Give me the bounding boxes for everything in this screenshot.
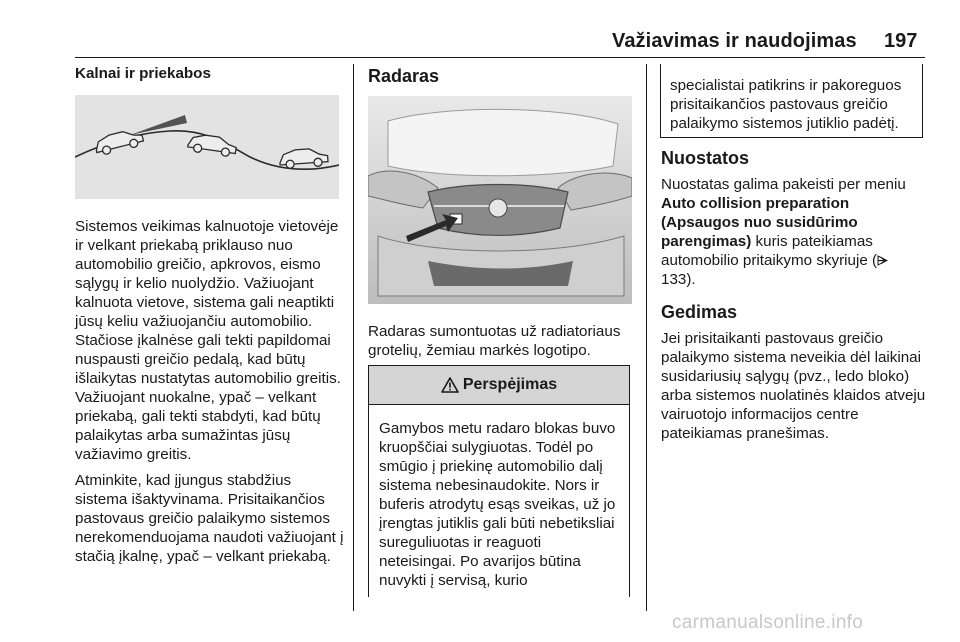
page-number: 197	[884, 30, 918, 52]
arrow-reference-icon	[877, 255, 888, 266]
settings-heading: Nuostatos	[661, 148, 750, 168]
warning-text: Gamybos metu radaro blokas buvo kruopščiai sulygiuotas. Todėl po smūgio į priekinę automobilio dalį sistema nebesinaudokite. Nors ir buferis atrodytų esąs sveikas, už jo įrengtas jutiklis gali būti nebetiksliai sureguliuotas ir reaguoti neteisingai. Po avarijos būtina nuvykti į servisą, kurio	[379, 420, 616, 589]
hills-trailers-heading: Kalnai ir priekabos	[75, 65, 211, 82]
page-header-title: Važiavimas ir naudojimas	[612, 30, 857, 52]
settings-text-start: Nuostatas galima pakeisti per meniu	[661, 176, 906, 193]
radar-illustration	[368, 96, 632, 304]
hills-cars-graphic	[75, 95, 339, 199]
column-divider-right	[646, 64, 647, 611]
warning-continuation-box: specialistai patikrins ir pakoreguos prisitaikančios pastovaus greičio palaikymo sistemos jutiklio padėtį.	[660, 64, 923, 138]
settings-page-ref: 133).	[661, 271, 696, 288]
warning-triangle-icon	[441, 377, 459, 393]
faults-paragraph: Jei prisitaikanti pastovaus greičio palaikymo sistema neveikia dėl laikinai susidariusių sąlygų (pvz., ledo bloko) arba sistemos nuolatinės klaidos atveju vairuotojo informacijos centre pateikiamas pranešimas.	[661, 330, 926, 442]
left-column-body	[75, 217, 345, 573]
hills-paragraph-2: Atminkite, kad įjungus stabdžius sistema išaktyvinama. Prisitaikančios pastovaus greičio palaikymo sistemos nerekomenduojama naudoti važiuojant į stačią įkalnę, ypač – velkant priekabą.	[75, 472, 344, 565]
radar-paragraph: Radaras sumontuotas už radiatoriaus grotelių, žemiau markės logotipo.	[368, 323, 621, 359]
warning-box	[368, 365, 630, 597]
radar-heading: Radaras	[368, 66, 440, 86]
hills-paragraph-1: Sistemos veikimas kalnuotoje vietovėje ir velkant priekabą priklauso nuo automobilio greičio, apkrovos, eismo sąlygų ir kelio nuolydžio. Važiuojant kalnuota vietove, sistema gali neaptikti jūsų keliu važiuojančiu automobilio. Stačiose įkalnėse gali tekti papildomai nuspausti greičio pedalą, kad būtų išlaikytas nustatytas automobilio greitis. Važiuojant nuokalne, ypač – velkant priekabą, gali tekti stabdyti, kad būtų palaikytas arba sumažintas jūsų važiavimo greitis.	[75, 218, 341, 463]
settings-menu-name: Auto collision preparation (Apsaugos nuo susidūrimo parengimas)	[661, 195, 858, 250]
header-rule	[75, 57, 925, 58]
faults-heading: Gedimas	[661, 302, 738, 322]
right-column	[661, 147, 926, 450]
column-divider-left	[353, 64, 354, 611]
settings-paragraph	[661, 175, 926, 289]
watermark: carmanualsonline.info	[672, 612, 864, 633]
middle-column-body	[368, 322, 636, 367]
settings-text-middle: kuris pateikiamas automobilio pritaikymo skyriuje (	[661, 233, 878, 269]
car-front-graphic	[368, 96, 632, 304]
hills-illustration	[75, 95, 339, 199]
warning-title: Perspėjimas	[462, 376, 558, 393]
left-column	[75, 64, 343, 83]
middle-column	[368, 65, 633, 87]
warning-header	[369, 366, 629, 405]
